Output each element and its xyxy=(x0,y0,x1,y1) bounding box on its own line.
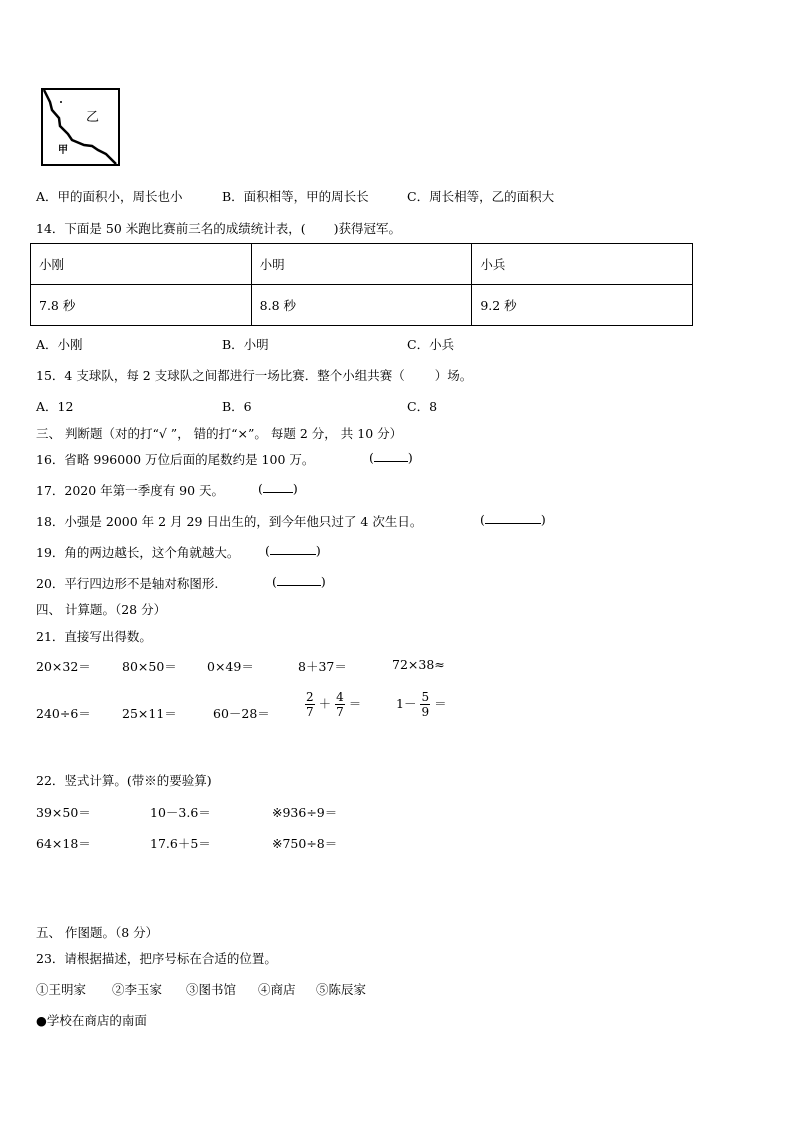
judge-q20-text: 20．平行四边形不是轴对称图形. xyxy=(36,576,219,591)
q14-stem-after: )获得冠军。 xyxy=(333,221,402,236)
q14-option-a: A．小刚 xyxy=(36,337,83,352)
q23-title: 23．请根据描述，把序号标在合适的位置。 xyxy=(36,951,277,966)
judge-q16-answer[interactable]: ( ) xyxy=(369,450,413,465)
place-item: ⑤陈辰家 xyxy=(316,982,367,997)
q14-stem-before: 14．下面是 50 米跑比赛前三名的成绩统计表，( xyxy=(36,221,306,236)
q14-option-c: C．小兵 xyxy=(407,337,455,352)
judge-q16 xyxy=(36,450,314,468)
minuend: 1－ xyxy=(396,696,417,711)
q22-item: 17.6＋5＝ xyxy=(150,836,211,851)
q22-item: 39×50＝ xyxy=(36,805,91,820)
table-header-row xyxy=(31,244,693,285)
q15-option-c: C．8 xyxy=(407,399,438,414)
area-perimeter-figure xyxy=(40,88,122,168)
table-cell: 8.8 秒 xyxy=(251,285,472,326)
fraction: $\frac{2}{7}$ xyxy=(306,690,314,719)
table-header-cell: 小兵 xyxy=(472,244,693,285)
q21-item: 20×32＝ xyxy=(36,659,91,674)
q21-fraction-sum xyxy=(305,690,361,719)
judge-q19-answer[interactable]: ( ) xyxy=(265,543,321,558)
q21-item: 240÷6＝ xyxy=(36,706,91,721)
q15-option-a: A．12 xyxy=(36,399,74,414)
q14-stem xyxy=(36,219,401,237)
q21-title: 21．直接写出得数。 xyxy=(36,629,152,644)
equals-sign: ＝ xyxy=(434,696,447,711)
dividing-line xyxy=(44,90,116,164)
place-item: ①王明家 xyxy=(36,982,87,997)
fraction: $\frac{5}{9}$ xyxy=(421,690,430,719)
table-row xyxy=(31,285,693,326)
section5-title: 五、 作图题。（8 分） xyxy=(36,925,159,940)
q21-item: 80×50＝ xyxy=(122,659,177,674)
figure-dot xyxy=(60,101,62,103)
q15-option-b: B．6 xyxy=(222,399,252,414)
q15-stem-before: 15．4 支球队，每 2 支球队之间都进行一场比赛．整个小组共赛（ xyxy=(36,368,405,383)
results-table xyxy=(30,243,693,326)
q15-stem-after: ）场。 xyxy=(434,368,473,383)
q14-option-b: B．小明 xyxy=(222,337,269,352)
place-item: ④商店 xyxy=(258,982,296,997)
q13-option-a: A．甲的面积小，周长也小 xyxy=(36,189,183,204)
q15-stem xyxy=(36,366,472,384)
q21-item: 25×11＝ xyxy=(122,706,177,721)
q22-item: 10－3.6＝ xyxy=(150,805,211,820)
q22-item: ※750÷8＝ xyxy=(272,836,338,851)
q22-item: ※936÷9＝ xyxy=(272,805,338,820)
judge-q17-answer[interactable]: ( ) xyxy=(258,481,298,496)
q13-option-b: B．面积相等，甲的周长长 xyxy=(222,189,369,204)
table-cell: 9.2 秒 xyxy=(472,285,693,326)
place-item: ②李玉家 xyxy=(112,982,163,997)
q13-option-c: C．周长相等，乙的面积大 xyxy=(407,189,555,204)
q21-fraction-diff xyxy=(396,690,447,719)
judge-q18-text: 18．小强是 2000 年 2 月 29 日出生的，到今年他只过了 4 次生日。 xyxy=(36,514,423,529)
judge-q17-text: 17．2020 年第一季度有 90 天。 xyxy=(36,483,225,498)
judge-q20-answer[interactable]: ( ) xyxy=(272,574,326,589)
plus-sign: ＋ xyxy=(318,696,332,711)
place-item: ③图书馆 xyxy=(186,982,237,997)
figure-border xyxy=(42,89,119,165)
q23-note: ●学校在商店的南面 xyxy=(36,1013,147,1028)
judge-q18-answer[interactable]: ( ) xyxy=(480,512,546,527)
label-yi: 乙 xyxy=(86,110,100,125)
judge-q16-text: 16．省略 996000 万位后面的尾数约是 100 万。 xyxy=(36,452,315,467)
judge-q19-text: 19．角的两边越长，这个角就越大。 xyxy=(36,545,240,560)
section3-title: 三、 判断题（对的打“√ ”， 错的打“×”。 每题 2 分， 共 10 分） xyxy=(36,426,403,441)
q21-item: 72×38≈ xyxy=(392,657,445,672)
fraction: $\frac{4}{7}$ xyxy=(336,690,344,719)
q21-item: 8＋37＝ xyxy=(298,659,347,674)
section4-title: 四、 计算题。（28 分） xyxy=(36,602,167,617)
figure-svg xyxy=(40,88,122,168)
table-header-cell: 小明 xyxy=(251,244,472,285)
q21-item: 60－28＝ xyxy=(213,706,270,721)
q21-item: 0×49＝ xyxy=(207,659,254,674)
table-cell: 7.8 秒 xyxy=(31,285,252,326)
q22-item: 64×18＝ xyxy=(36,836,91,851)
equals-sign: ＝ xyxy=(348,696,362,711)
label-jia: 甲 xyxy=(58,145,68,156)
table-header-cell: 小刚 xyxy=(31,244,252,285)
q22-title: 22．竖式计算。(带※的要验算) xyxy=(36,773,212,788)
